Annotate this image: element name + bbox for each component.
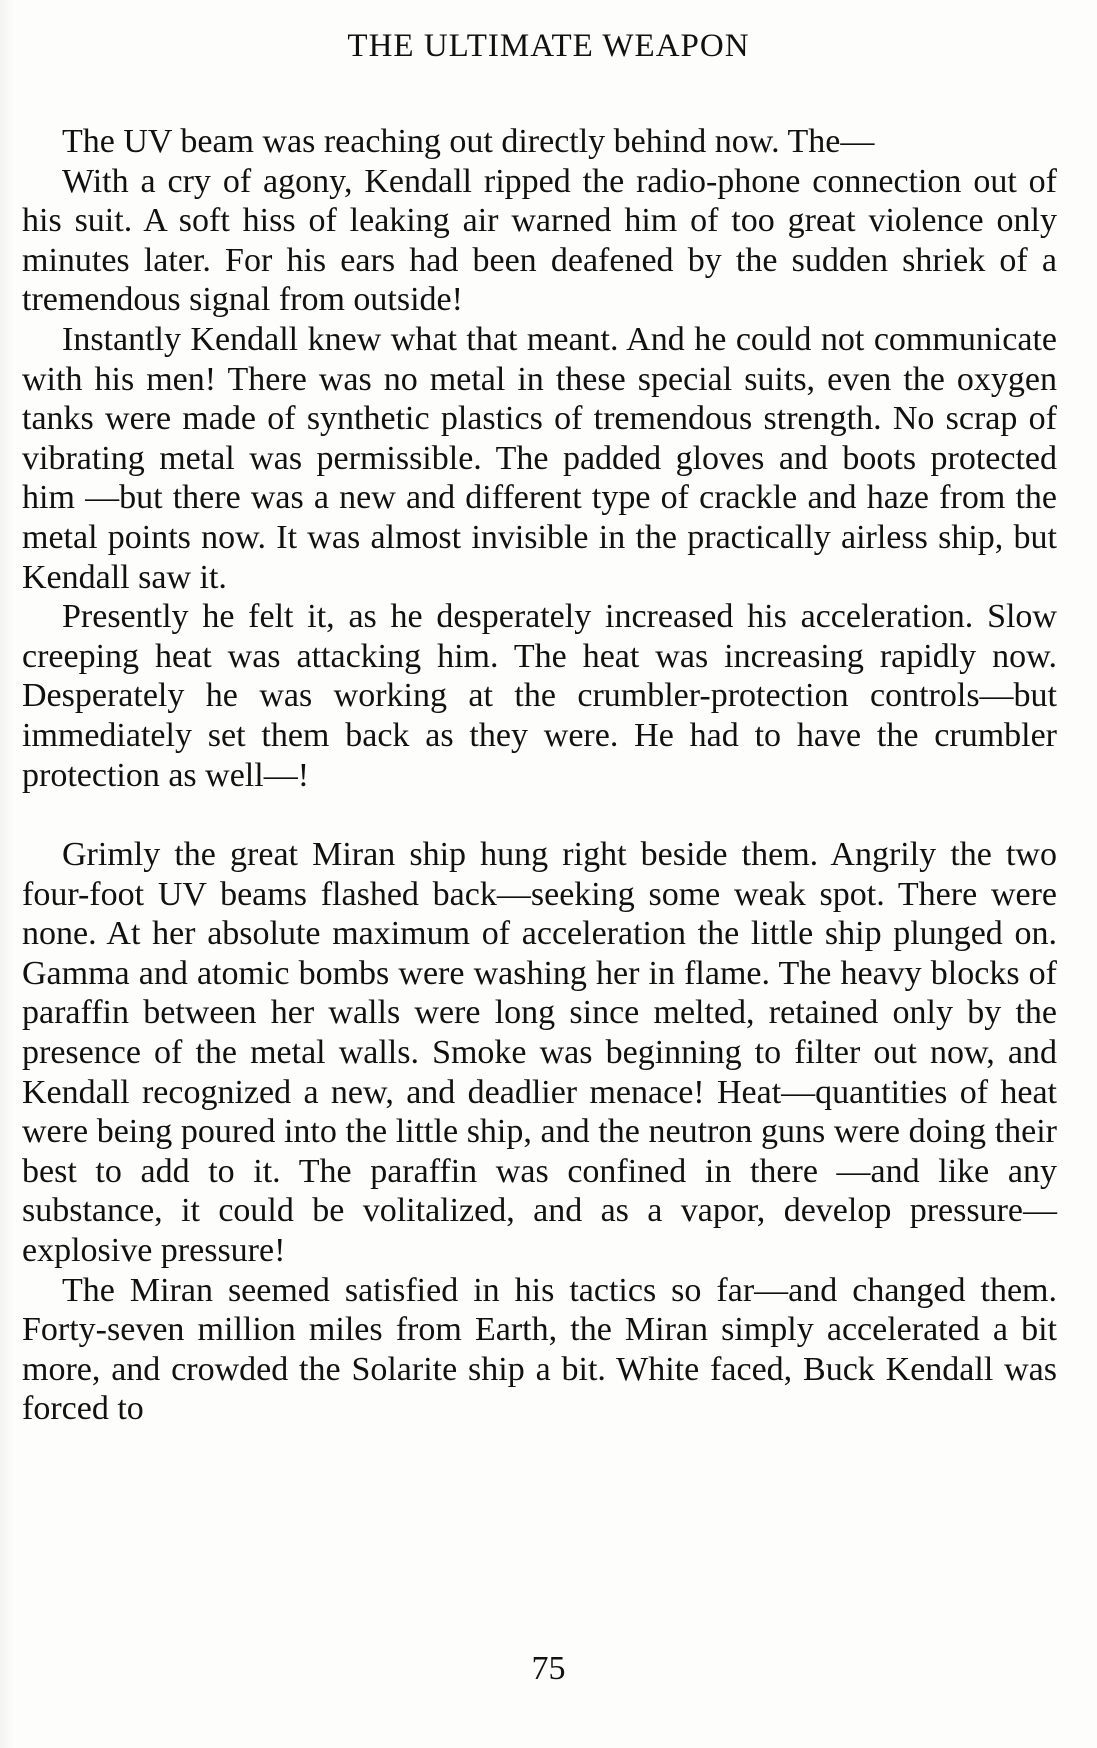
running-head: THE ULTIMATE WEAPON — [347, 28, 750, 64]
body-text — [22, 122, 1057, 1429]
paragraph: Grimly the great Miran ship hung right beside them. Angrily the two four-foot UV beams flashed back—seeking some weak spot. There were none. At her absolute maximum of acceleration the little ship plunged on. Gamma and atomic bombs were washing her in flame. The heavy blocks of paraffin between her walls were long since melted, retained only by the presence of the metal walls. Smoke was beginning to filter out now, and Kendall recognized a new, and deadlier menace! Heat—quantities of heat were being poured into the little ship, and the neutron guns were doing their best to add to it. The paraffin was confined in there —and like any substance, it could be volitalized, and as a vapor, develop pressure—explosive pressure! — [22, 836, 1057, 1270]
paragraph: With a cry of agony, Kendall ripped the radio-phone connection out of his suit. A soft hiss of leaking air warned him of too great violence only minutes later. For his ears had been deafened by the sudden shriek of a tremendous signal from outside! — [22, 162, 1057, 319]
paragraph: Instantly Kendall knew what that meant. And he could not communicate with his men! There was no metal in these special suits, even the oxygen tanks were made of synthetic plastics of tremendous strength. No scrap of vibrating metal was permissible. The padded gloves and boots protected him —but there was a new and different type of crackle and haze from the metal points now. It was almost invisible in the practically airless ship, but Kendall saw it. — [22, 320, 1057, 596]
page-edge-shading — [0, 0, 14, 1748]
paragraph: The UV beam was reaching out directly behind now. The— — [62, 123, 875, 160]
paragraph: The Miran seemed satisfied in his tactics so far—and changed them. Forty-seven million miles from Earth, the Miran simply accelerated a bit more, and crowded the Solarite ship a bit. White faced, Buck Kendall was forced to — [22, 1271, 1057, 1428]
page-number: 75 — [531, 1650, 566, 1687]
paragraph: Presently he felt it, as he desperately increased his acceleration. Slow creeping heat was attacking him. The heat was increasing rapidly now. Desperately he was working at the crumbler-protection controls—but immediately set them back as they were. He had to have the crumbler protection as well—! — [22, 598, 1057, 794]
